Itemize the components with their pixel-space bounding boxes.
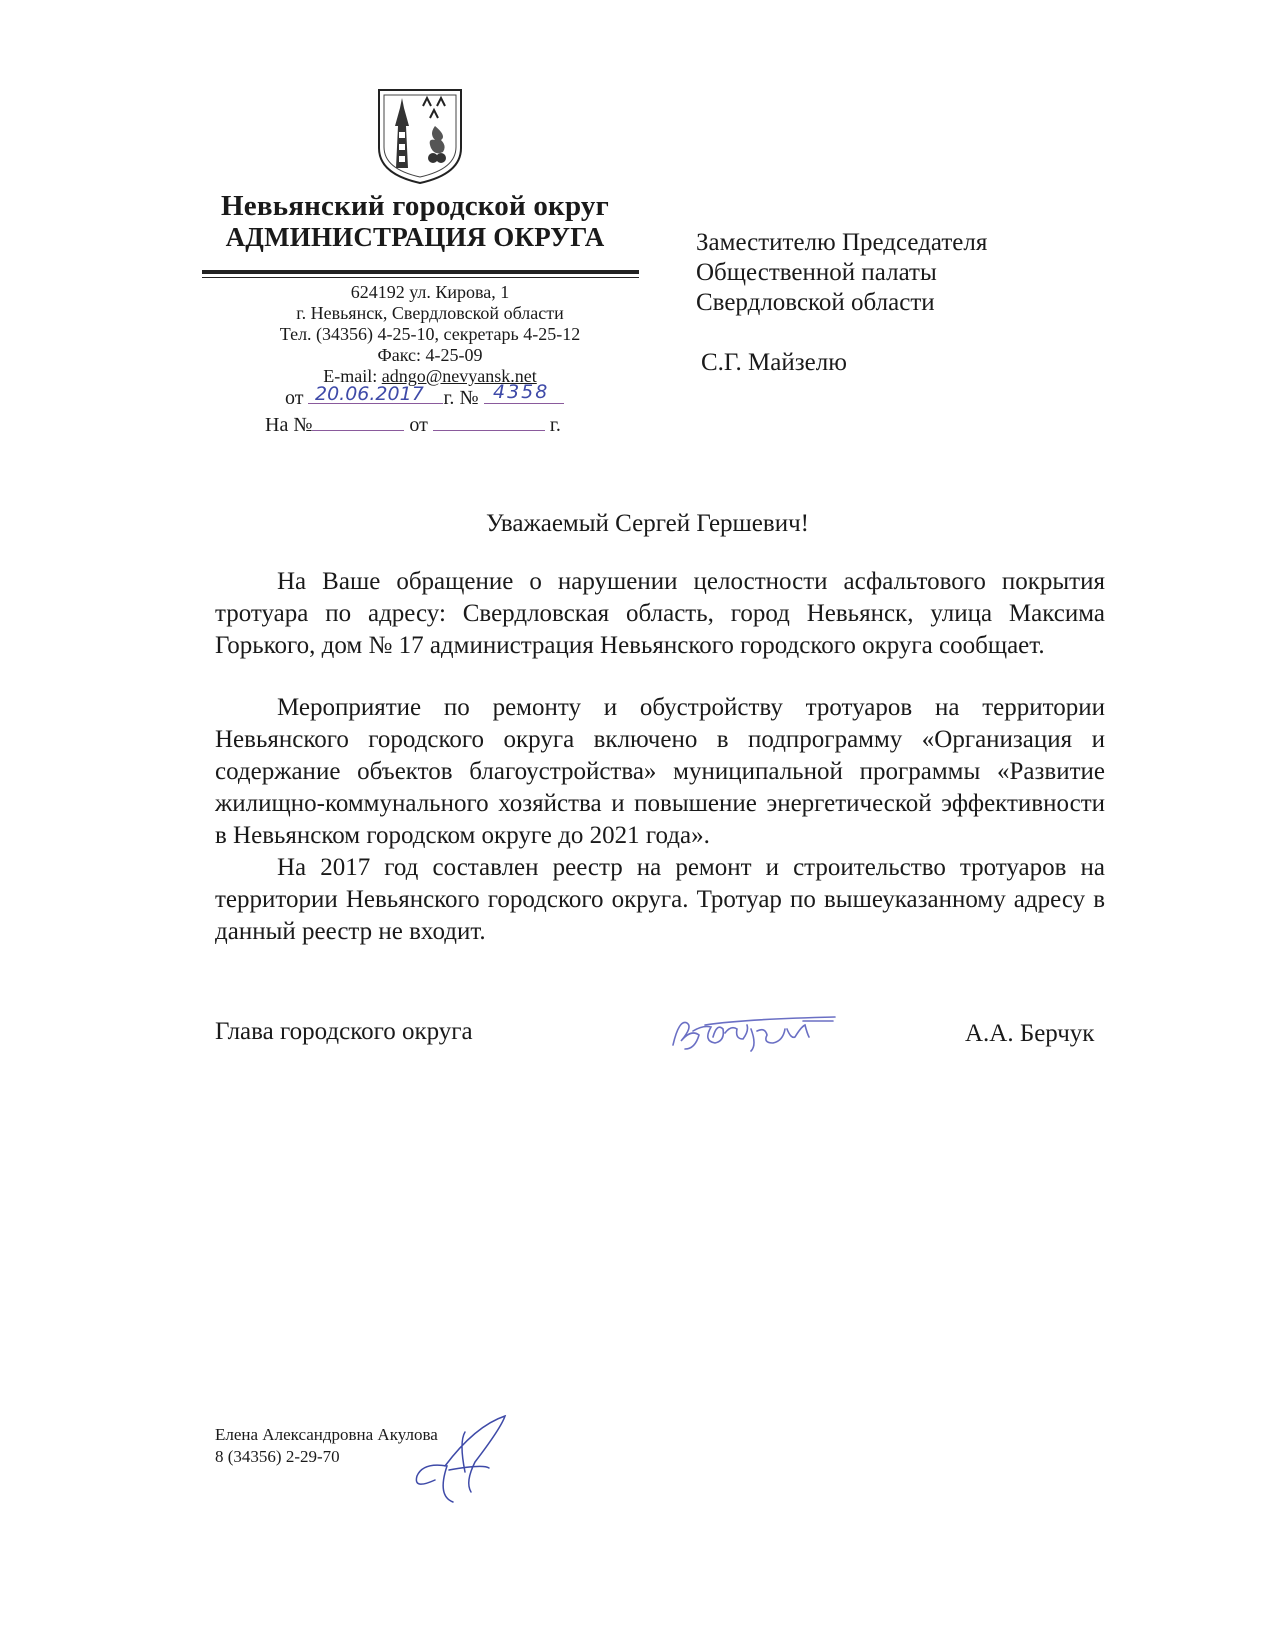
letterhead-rule-thick <box>202 270 639 274</box>
recipient-line-3: Свердловской области <box>696 289 935 316</box>
outgoing-number-label: № <box>459 387 479 409</box>
executor-phone: 8 (34356) 2-29-70 <box>215 1447 340 1466</box>
incoming-year-suffix: г. <box>549 414 561 436</box>
executor-initials-signature-icon <box>405 1410 535 1510</box>
recipient-line-2: Общественной палаты <box>696 259 937 286</box>
organization-name: Невьянский городской округ <box>221 190 609 222</box>
email-link[interactable]: adngo@nevyansk.net <box>381 366 537 386</box>
coat-of-arms-icon <box>375 86 465 186</box>
signatory-name: А.А. Берчук <box>965 1020 1095 1047</box>
handwritten-signature-icon <box>665 1005 865 1060</box>
outgoing-number-handwritten: 4358 <box>493 381 550 403</box>
address-line-1: 624192 ул. Кирова, 1 <box>350 282 510 302</box>
address-line-2: г. Невьянск, Свердловской области <box>296 303 564 323</box>
outgoing-year-suffix: г. <box>443 387 455 409</box>
fax-line: Факс: 4-25-09 <box>377 345 483 365</box>
letterhead-rule-thin <box>202 277 639 278</box>
email-label: E-mail: <box>323 366 382 386</box>
organization-administration: АДМИНИСТРАЦИЯ ОКРУГА <box>225 222 605 252</box>
body-paragraph-1: На Ваше обращение о нарушении целостности асфальтового покрытия тротуара по адресу: Свердловская область, город Невьянск, улица Максима Горького, дом № 17 администрация Невьянского городского округа сообщает. <box>215 568 1105 659</box>
phone-line: Тел. (34356) 4-25-10, секретарь 4-25-12 <box>279 324 581 344</box>
incoming-number-label: На № <box>265 414 313 436</box>
incoming-reference <box>265 414 561 437</box>
incoming-from-label: от <box>409 414 428 436</box>
executor-name: Елена Александровна Акулова <box>215 1425 438 1444</box>
signatory-title: Глава городского округа <box>215 1018 473 1045</box>
recipient-line-1: Заместителю Председателя <box>696 229 988 256</box>
email-line <box>235 366 625 387</box>
outgoing-from-label: от <box>285 387 304 409</box>
outgoing-reference <box>285 381 564 410</box>
salutation: Уважаемый Сергей Гершевич! <box>486 510 809 537</box>
body-paragraph-3: На 2017 год составлен реестр на ремонт и строительство тротуаров на территории Невьянского городского округа. Тротуар по вышеуказанному адресу в данный реестр не входит. <box>215 854 1105 945</box>
outgoing-date-handwritten: 20.06.2017 <box>315 383 424 405</box>
body-paragraph-2: Мероприятие по ремонту и обустройству тротуаров на территории Невьянского городского округа включено в подпрограмму «Организация и содержание объектов благоустройства» муниципальной программы «Развитие жилищно-коммунального хозяйства и повышение энергетической эффективности в Невьянском городском округе до 2021 года». <box>215 694 1105 849</box>
recipient-name: С.Г. Майзелю <box>701 349 847 376</box>
